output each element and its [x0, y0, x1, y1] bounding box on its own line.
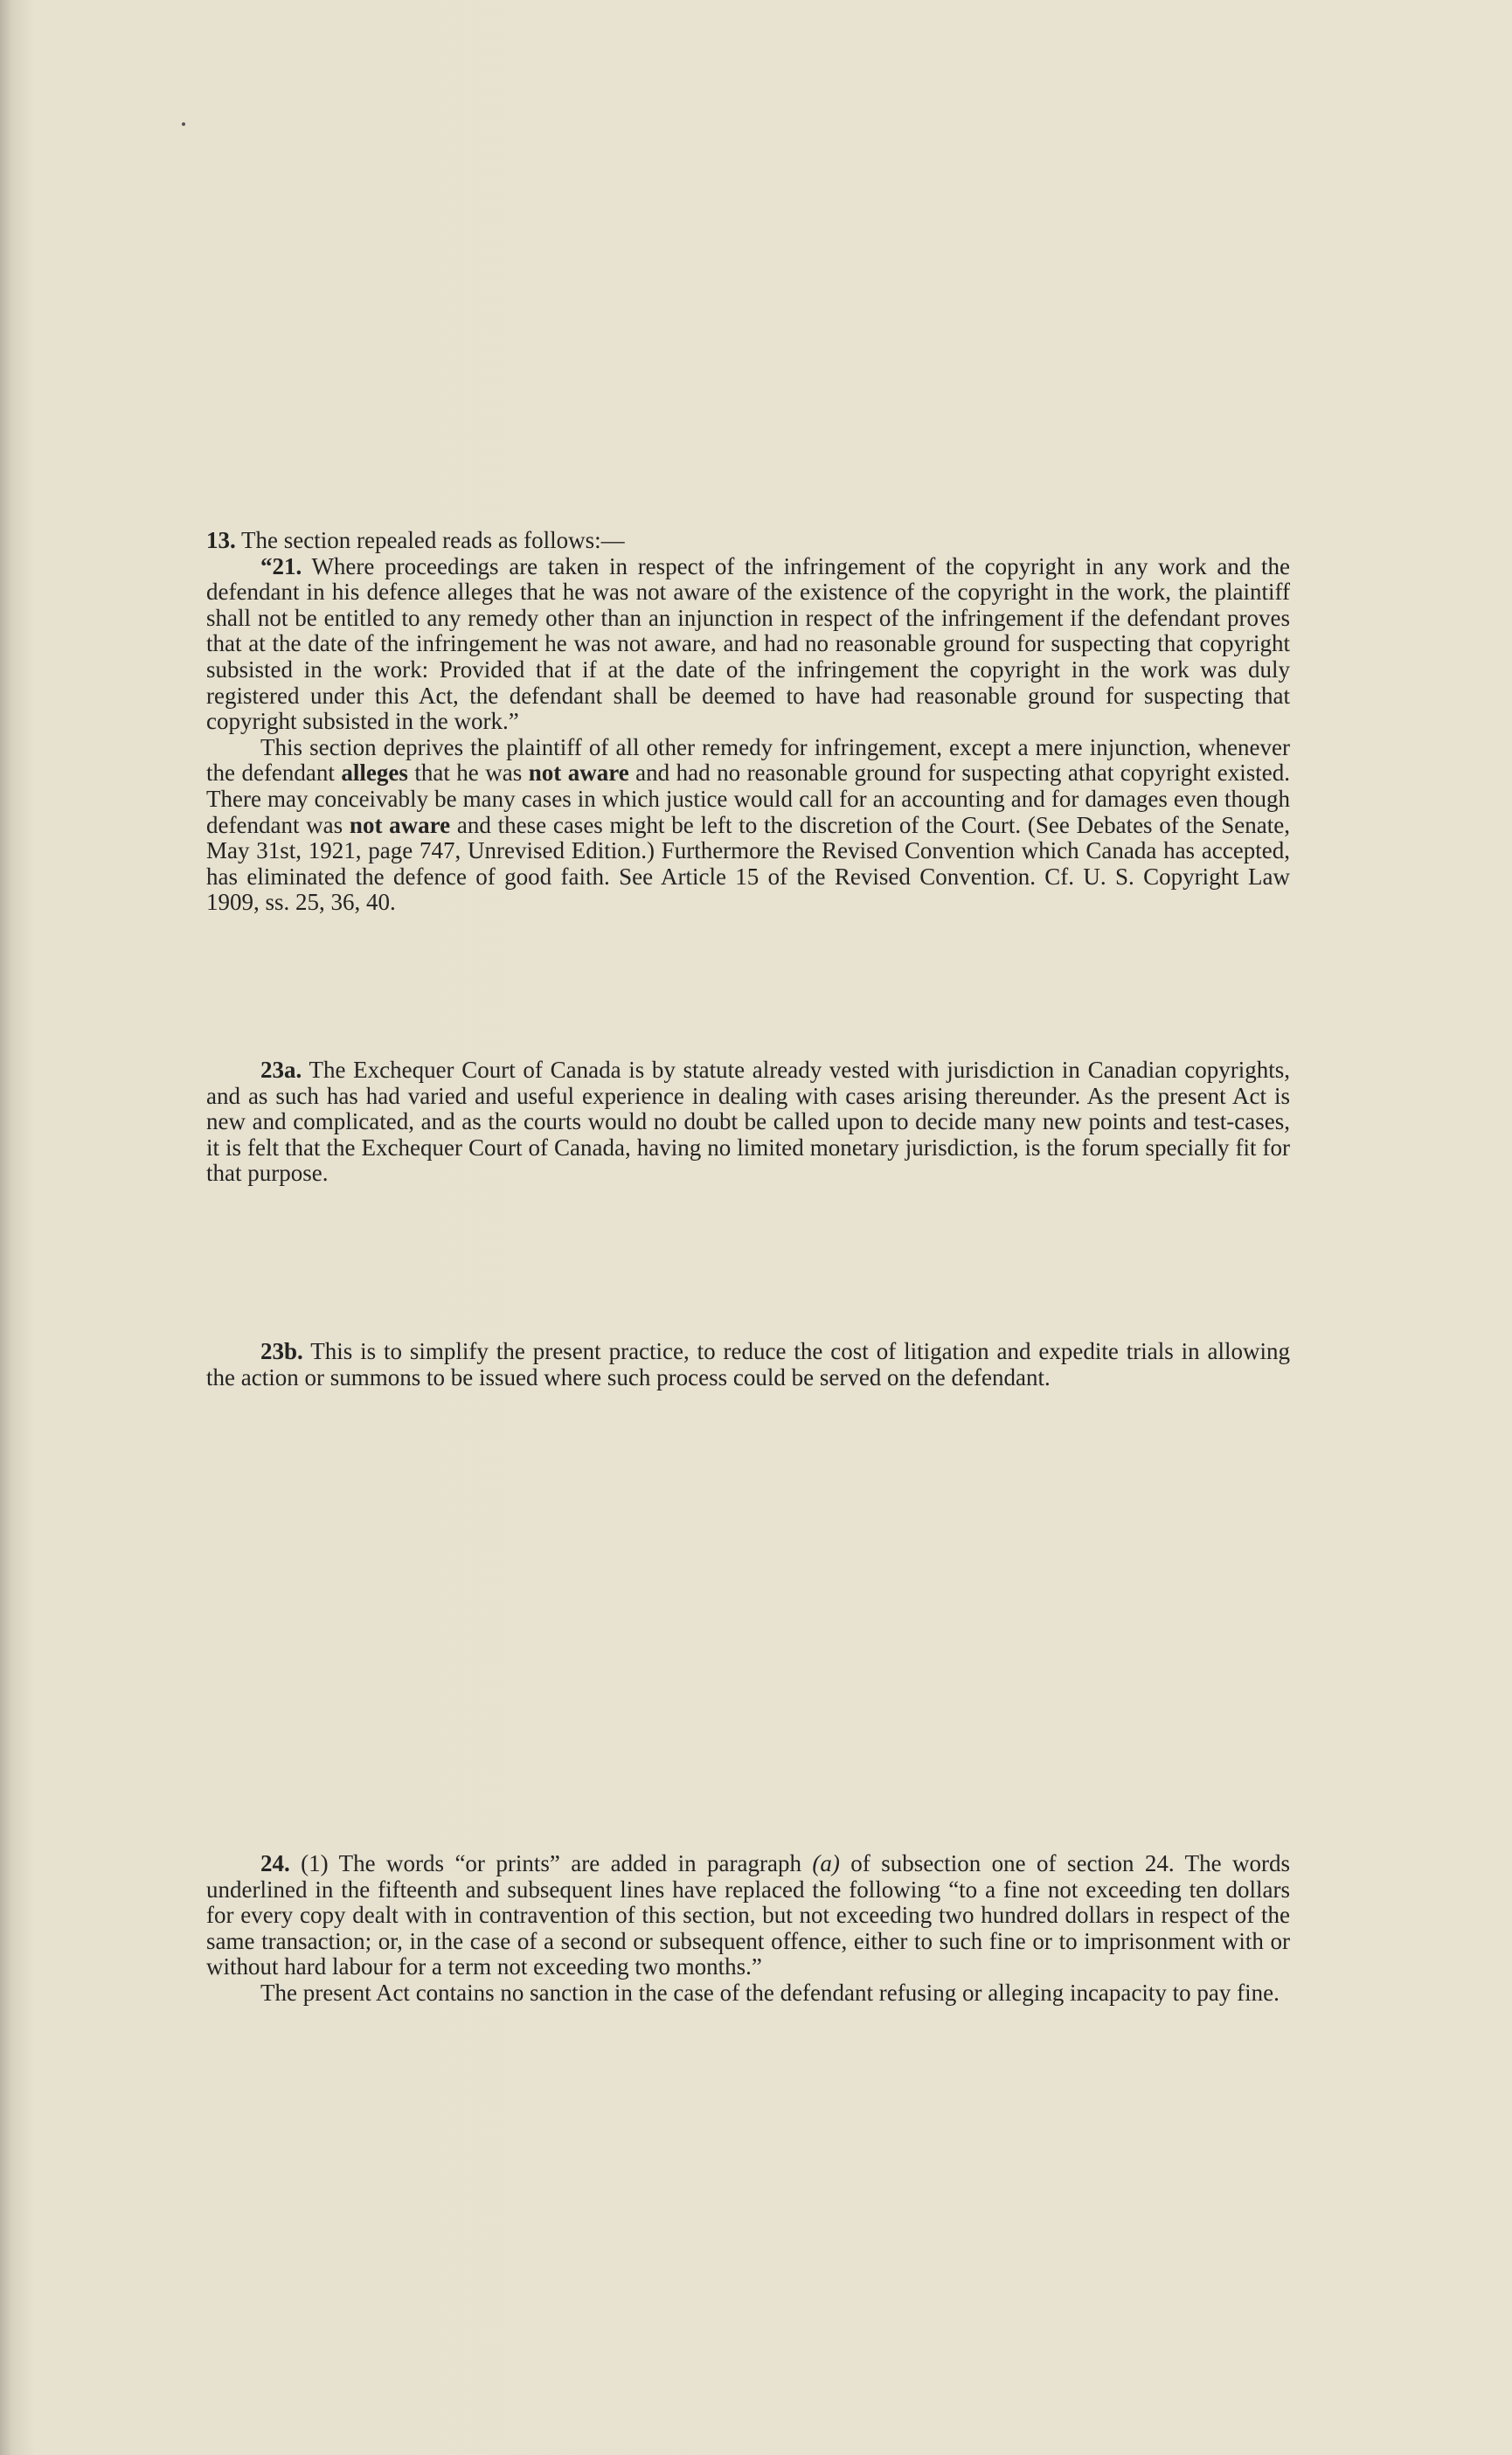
note-text: of subsection one of section 24. The words underlined in the fifteenth and subsequent lines have replaced the following “to a fine not exceeding ten dollars for every copy dealt with in contravention of this section, but not exceeding two hundred dollars in respect of the same transaction; or, in the case of a second or subsequent offence, either to such fine or to imprisonment with or without hard labour for a term not exceeding two months.” — [206, 1850, 1290, 1980]
section-number: 24. — [260, 1850, 290, 1876]
note-text: This is to simplify the present practice, to reduce the cost of litigation and expedite trials in allowing the action or summons to be issued where such process could be served on the defendant. — [206, 1338, 1290, 1390]
section-23b-paragraph — [206, 1339, 1290, 1390]
section-23b-note — [206, 1339, 1290, 1390]
section-number: 23a. — [260, 1057, 302, 1083]
note-text: (1) The words “or prints” are added in paragraph — [289, 1850, 813, 1876]
paragraph-reference: (a) — [812, 1850, 840, 1876]
emphasis-text: not aware — [349, 811, 451, 838]
section-23a-paragraph — [206, 1058, 1290, 1187]
quote-text: Where proceedings are taken in respect of the infringement of the copyright in any work and the defendant in his defence alleges that he was not aware of the existence of the copyright in the work, the plaintiff shall not be entitled to any remedy other than an injunction in respect of the infringement if the defendant proves that at the date of the infringement he was not aware, and had no reasonable ground for suspecting that copyright subsisted in the work: Provided that if at the date of the infringement the copyright in the work was duly registered under this Act, the defendant shall be deemed to have had reasonable ground for suspecting that copyright subsisted in the work.” — [206, 552, 1290, 735]
section-13-commentary — [206, 735, 1290, 916]
bleed-through-texture — [184, 170, 1320, 2408]
emphasis-text: alleges — [341, 759, 408, 787]
section-24-commentary: The present Act contains no sanction in the case of the defendant refusing or alleging incapacity to pay fine. — [260, 1979, 1280, 2006]
ink-speck — [182, 122, 185, 126]
section-23a-note — [206, 1058, 1290, 1187]
commentary-text: and had no reasonable ground for suspecting athat copyright existed. There may conceivably be many cases in which justice would call for an accounting and for damages even though defendant was — [206, 759, 1290, 838]
heading-text: The section repealed reads as follows:— — [235, 527, 625, 553]
section-number: 13. — [206, 527, 236, 553]
repealed-section-quote — [206, 554, 1290, 735]
section-13-note — [206, 528, 1290, 916]
section-24-note — [206, 1851, 1290, 2007]
section-number: 23b. — [260, 1338, 303, 1364]
commentary-text: This section deprives the plaintiff of all other remedy for infringement, except a mere injunction, whenever the defendant — [206, 733, 1290, 787]
quoted-section-number: “21. — [260, 552, 302, 579]
section-24-paragraph — [206, 1851, 1290, 1980]
commentary-text: that he was — [407, 759, 529, 787]
commentary-text: and these cases might be left to the discretion of the Court. (See Debates of the Senate, May 31st, 1921, page 747, Unrevised Edition.) Furthermore the Revised Convention which Canada has accepted, has eliminated the defence of good faith. See Article 15 of the Revised Convention. Cf. U. S. Copyright Law 1909, ss. 25, 36, 40. — [206, 811, 1290, 916]
section-13-heading — [206, 528, 1290, 554]
note-text: The Exchequer Court of Canada is by statute already vested with jurisdiction in Canadian copyrights, and as such has had varied and useful experience in dealing with cases arising thereunder. As the present Act is new and complicated, and as the courts would no doubt be called upon to decide many new points and test-cases, it is felt that the Exchequer Court of Canada, having no limited monetary jurisdiction, is the forum specially fit for that purpose. — [206, 1057, 1290, 1187]
emphasis-text: not aware — [528, 759, 629, 787]
